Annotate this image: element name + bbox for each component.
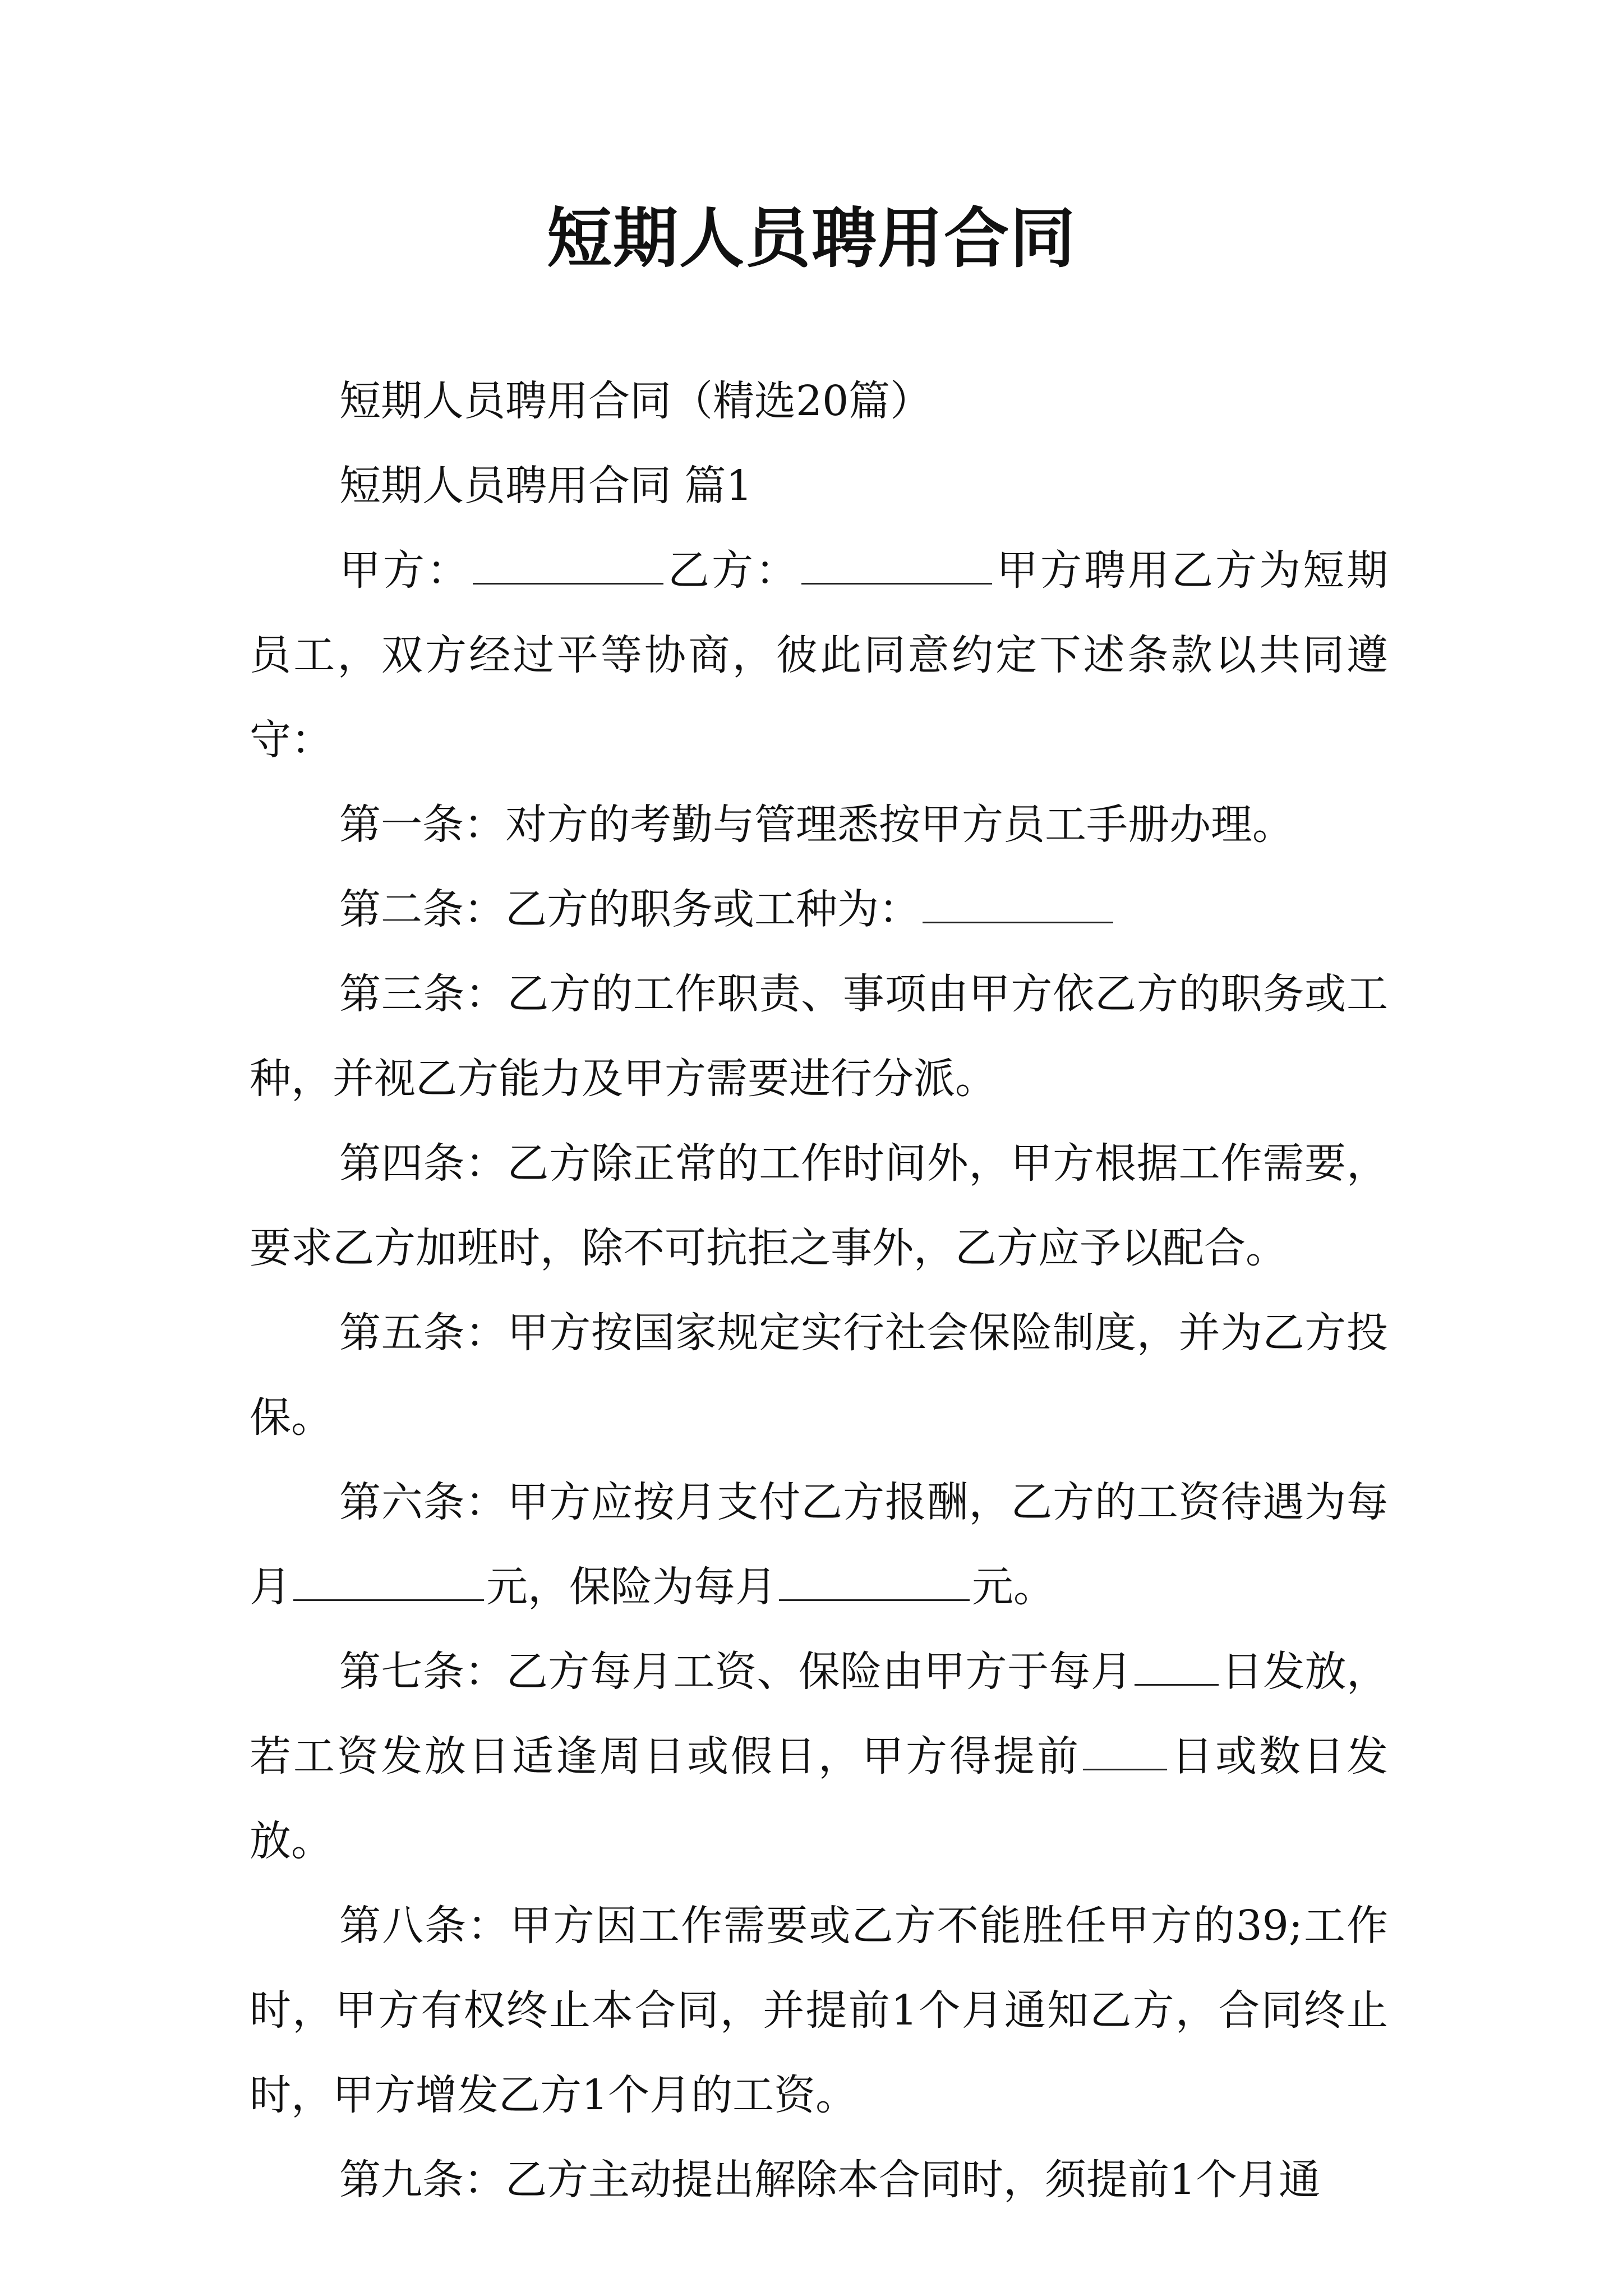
party-b-blank [801, 544, 992, 585]
document-body [250, 359, 1388, 2223]
clause-7 [250, 1630, 1388, 1884]
job-title-blank [923, 882, 1113, 923]
document-subtitle: 短期人员聘用合同（精选20篇） [339, 377, 932, 425]
clause-6 [250, 1460, 1388, 1630]
clause-4: 第四条：乙方除正常的工作时间外，甲方根据工作需要，要求乙方加班时，除不可抗拒之事外，乙方应予以配合。 [250, 1139, 1388, 1272]
party-b-label: 乙方： [666, 546, 799, 595]
party-a-blank [473, 544, 663, 585]
clause-2-label: 第二条：乙方的职务或工种为： [339, 885, 920, 933]
intro-paragraph [250, 528, 1388, 783]
clause-2 [250, 867, 1388, 952]
clause-6-part2: 元，保险为每月 [486, 1563, 777, 1611]
pay-day-blank [1135, 1645, 1219, 1686]
clause-5: 第五条：甲方按国家规定实行社会保险制度，并为乙方投保。 [250, 1309, 1388, 1442]
clause-1: 第一条：对方的考勤与管理悉按甲方员工手册办理。 [339, 800, 1294, 849]
clause-3: 第三条：乙方的工作职责、事项由甲方依乙方的职务或工种，并视乙方能力及甲方需要进行分派。 [250, 970, 1388, 1103]
clause-7-part2: 日发放，若工资发放日适逢周日或假日，甲方得提前 [250, 1648, 1389, 1780]
clause-7-part3: 日或数日发放。 [250, 1732, 1388, 1865]
clause-6-part3: 元。 [972, 1563, 1055, 1611]
advance-days-blank [1083, 1729, 1167, 1770]
clause-8: 第八条：甲方因工作需要或乙方不能胜任甲方的39;工作时，甲方有权终止本合同，并提前1个月通知乙方，合同终止时，甲方增发乙方1个月的工资。 [250, 1902, 1388, 2119]
party-a-label: 甲方： [339, 546, 471, 595]
insurance-blank [779, 1560, 970, 1601]
clause-6-part1: 第六条：甲方应按月支付乙方报酬，乙方的工资待遇为每月 [250, 1478, 1388, 1611]
salary-blank [293, 1560, 484, 1601]
section-heading: 短期人员聘用合同 篇1 [339, 462, 753, 510]
intro-text: 甲方聘用乙方为短期员工，双方经过平等协商，彼此同意约定下述条款以共同遵守： [250, 546, 1388, 764]
clause-7-part1: 第七条：乙方每月工资、保险由甲方于每月 [339, 1648, 1133, 1696]
clause-9: 第九条：乙方主动提出解除本合同时，须提前1个月通 [339, 2156, 1321, 2204]
document-title: 短期人员聘用合同 [547, 200, 1076, 277]
